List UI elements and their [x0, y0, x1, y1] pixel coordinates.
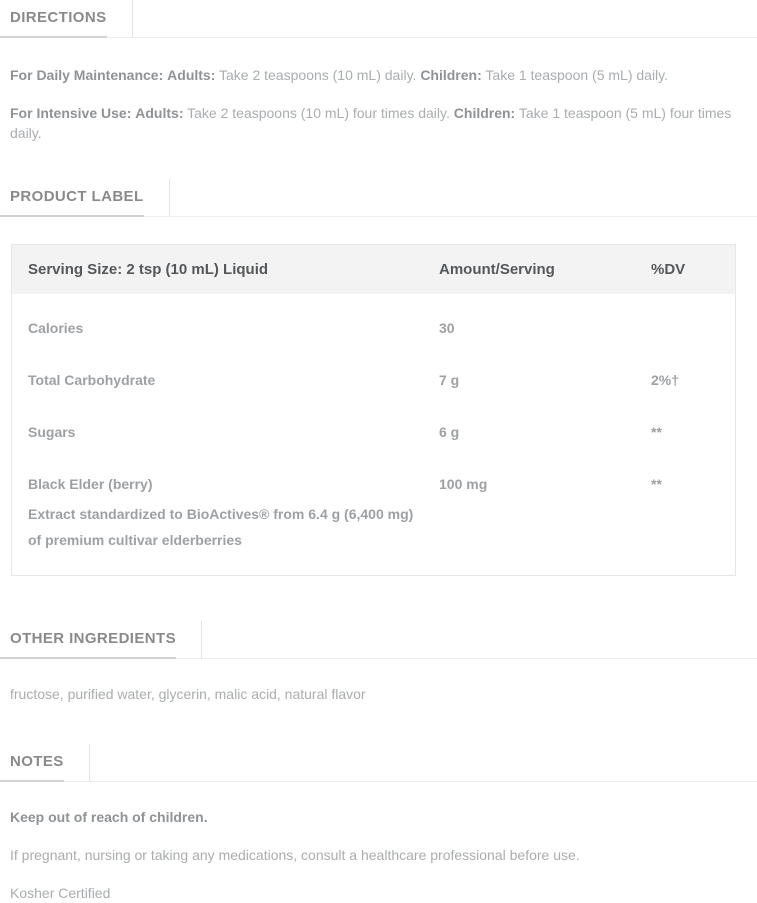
tab-notes[interactable] — [0, 744, 90, 781]
tab-other-ingredients[interactable] — [0, 621, 202, 658]
intensive-adults-text: Take 2 teaspoons (10 mL) four times daily. — [187, 105, 450, 121]
nutrient-detail: Extract standardized to BioActives® from 6.4 g (6,400 mg) of premium cultivar elderberries — [28, 506, 414, 548]
nutrient-amount: 30 — [439, 320, 455, 336]
table-row — [12, 406, 735, 458]
intensive-use-lead: For Intensive Use: — [10, 105, 132, 121]
intensive-children-text: Take 1 teaspoon (5 mL) four times daily. — [10, 105, 732, 141]
nutrient-amount: 7 g — [439, 372, 460, 388]
nutrient-label: Total Carbohydrate — [28, 372, 156, 388]
nutrient-dv — [651, 320, 735, 336]
tab-other-ingredients-label: OTHER INGREDIENTS — [0, 630, 176, 659]
table-row — [12, 458, 735, 575]
percent-dv-header: %DV — [651, 261, 686, 278]
supplement-facts-table — [11, 244, 736, 576]
serving-size-header: Serving Size: 2 tsp (10 mL) Liquid — [28, 261, 269, 278]
directions-section-header — [0, 0, 757, 38]
tab-product-label-label: PRODUCT LABEL — [0, 188, 144, 217]
notes-section-header — [0, 744, 757, 782]
tab-directions[interactable] — [0, 0, 133, 37]
tab-notes-label: NOTES — [0, 753, 64, 782]
directions-intensive-line — [0, 103, 757, 143]
keep-out-of-reach-text: Keep out of reach of children. — [10, 809, 208, 825]
intensive-adults-label: Adults: — [135, 105, 184, 121]
other-ingredients-text: fructose, purified water, glycerin, malic acid, natural flavor — [10, 686, 366, 702]
other-ingredients-section-header — [0, 621, 757, 659]
nutrient-label: Sugars — [28, 424, 76, 440]
amount-per-serving-header: Amount/Serving — [439, 261, 555, 278]
intensive-children-label: Children: — [453, 105, 516, 121]
table-row — [12, 354, 735, 406]
daily-adults-label: Adults: — [167, 67, 216, 83]
notes-kosher-text: Kosher Certified — [10, 885, 111, 901]
daily-adults-text: Take 2 teaspoons (10 mL) daily. — [219, 67, 417, 83]
daily-children-text: Take 1 teaspoon (5 mL) daily. — [485, 67, 669, 83]
nutrient-dv: ** — [651, 476, 662, 492]
directions-daily-line — [0, 65, 757, 85]
nutrient-dv: ** — [651, 424, 662, 440]
notes-pregnancy-text: If pregnant, nursing or taking any medications, consult a healthcare professional before use. — [10, 847, 580, 863]
daily-children-label: Children: — [420, 67, 482, 83]
tab-product-label[interactable] — [0, 179, 170, 216]
table-row — [12, 294, 735, 354]
nutrient-amount: 100 mg — [439, 476, 488, 492]
notes-warning — [0, 807, 757, 827]
nutrient-label: Calories — [28, 320, 84, 336]
table-header-row — [12, 245, 735, 294]
product-label-section-header — [0, 179, 757, 217]
nutrient-amount: 6 g — [439, 424, 460, 440]
daily-maintenance-lead: For Daily Maintenance: — [10, 67, 164, 83]
nutrient-dv: 2%† — [651, 372, 680, 388]
nutrient-label: Black Elder (berry) — [28, 476, 153, 492]
tab-directions-label: DIRECTIONS — [0, 9, 107, 38]
